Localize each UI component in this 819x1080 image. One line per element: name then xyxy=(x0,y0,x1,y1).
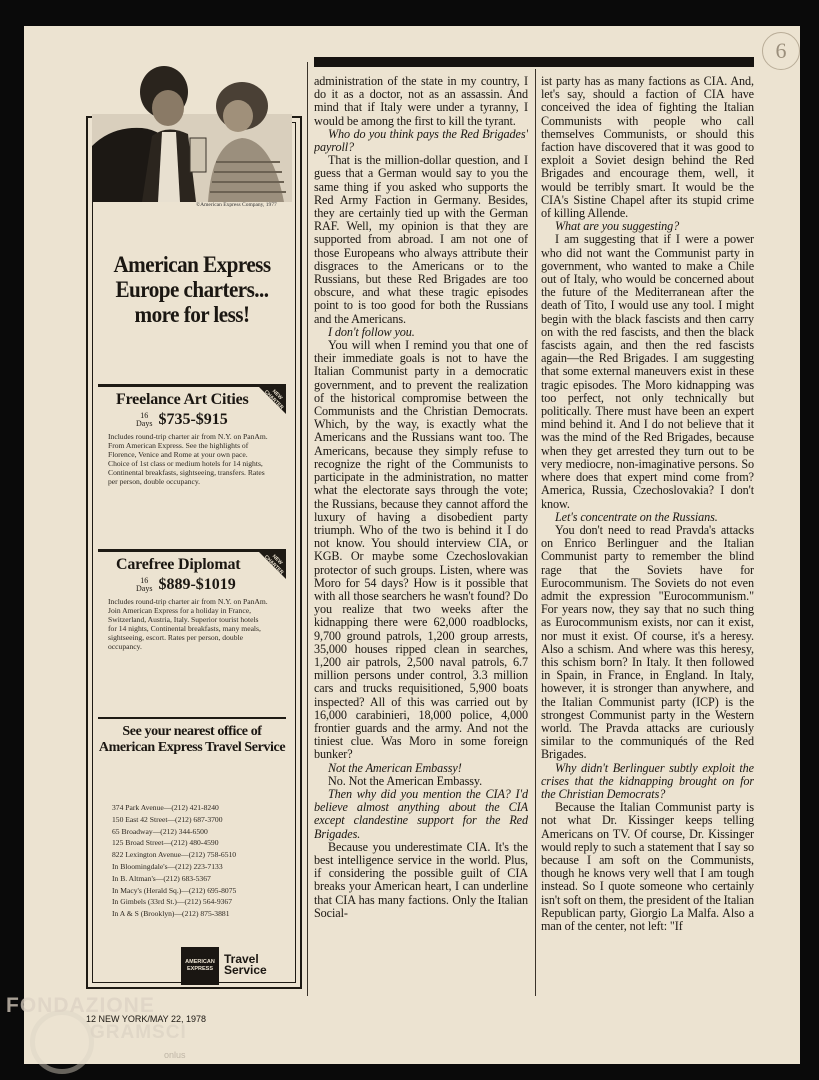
logo-text: AMERICAN EXPRESS xyxy=(185,959,215,972)
column-divider xyxy=(535,69,536,996)
days-text: Days xyxy=(136,419,153,428)
top-rule xyxy=(314,57,754,67)
article-paragraph: You will when I remind you that one of their immediate goals is not to have the Italian Communist party in a democratic government, and to prevent the realization of the historical compromise between the Communists and the Christian Democrats. Which, by the way, is exactly what the Americans and the Russians want too. The Americans, because they simply refuse to recognize the right of the Communists to participate in the administration, no matter what the electorate says through the vote; the Russians, because they cannot afford the luxury of having a disobedient party triumph. Who of the two is behind it I do not know. You should interview CIA, or KGB. Or maybe some Czechoslovakian protector of such groups. Listen, where was Moro for 54 days? How is it possible that with all those searchers he wasn't found? Do you realize that two weeks after the kidnapping there were 62,000 roadblocks, 9,700 ground patrols, 1,200 group arrests, 35,000 houses ripped clean in searches, 1,200 air patrols, 2,500 naval patrols, 6.7 million persons under control, 3.3 million cars and trucks requisitioned, 5,900 boats inspected? All of this was carried out by 16,000 carabinieri, 18,000 police, 4,000 frontier guards and the army. And not the tiniest clue. Was Moro in some foreign bunker? xyxy=(314,338,528,762)
badge-text: NEW CHARTER xyxy=(262,388,285,411)
offer-carefree-diplomat xyxy=(98,549,286,651)
office-address-list xyxy=(112,802,287,920)
office-address: In Bloomingdale's—(212) 223-7133 xyxy=(112,861,223,871)
watermark-line-3: onlus xyxy=(164,1050,186,1060)
days-number: 16 xyxy=(140,411,149,420)
watermark-line-1: FONDAZIONE xyxy=(6,994,155,1017)
logo-word-line: Travel xyxy=(224,952,259,966)
office-rule xyxy=(98,717,286,719)
office-address: 374 Park Avenue—(212) 421-8240 xyxy=(112,803,219,812)
days-text: Days xyxy=(136,584,153,593)
column-divider xyxy=(307,62,308,996)
page-number-circle: 6 xyxy=(762,32,800,70)
interview-question: Who do you think pays the Red Brigades' payroll? xyxy=(314,126,528,155)
offer-description: Includes round-trip charter air from N.Y. on PanAm. Join American Express for a holiday in France, Switzerland, Austria, Italy. Superior tourist hotels for 14 nights, Continental breakfasts, many meals, sightseeing, escort. Rates per person, double occupancy. xyxy=(108,597,268,651)
article-paragraph: ist party has as many factions as CIA. And, let's say, should a faction of CIA have conceived the idea of fighting the Italian Communists with people who call themselves Communists, or should this faction have discovered that it was good to exploit a Soviet design behind the Red Brigades and encourage them, well, it would be terribly smart. It would be the CIA's Sistine Chapel after its stupid crime of killing Allende. xyxy=(541,75,754,221)
offer-price-row xyxy=(98,411,286,429)
badge-text: NEW CHARTER xyxy=(262,553,285,576)
offer-price: $735-$915 xyxy=(158,411,228,428)
article-paragraph: Because you underestimate CIA. It's the best intelligence service in the world. Plus, if considering the possible guilt of CIA breaks your American heart, I can underline that CIA has many factions. Only the Italian Social- xyxy=(314,839,528,920)
offer-title: Carefree Diplomat xyxy=(116,556,241,573)
offer-description: Includes round-trip charter air from N.Y. on PanAm. From American Express. See the highlights of Florence, Venice and Rome at your own pace. Choice of 1st class or medium hotels for 14 nights, Continental breakfasts, sightseeing, transfers. Rates per person, double occupancy. xyxy=(108,432,268,486)
watermark-line-2: GRAMSCI xyxy=(90,1022,187,1043)
office-address: In Macy's (Herald Sq.)—(212) 695-8075 xyxy=(112,885,237,895)
interview-question: What are you suggesting? xyxy=(555,219,680,234)
ad-headline xyxy=(106,252,279,327)
ad-headline-line: Europe charters... xyxy=(115,277,269,302)
office-address: In B. Altman's—(212) 683-5367 xyxy=(112,873,211,883)
offer-title: Freelance Art Cities xyxy=(116,391,249,408)
office-address: In A & S (Brooklyn)—(212) 875-3881 xyxy=(112,909,230,919)
watermark-logo-icon xyxy=(30,1010,94,1074)
article-column-2 xyxy=(541,75,754,999)
article-paragraph: No. Not the American Embassy. xyxy=(328,773,483,788)
days-label xyxy=(136,412,152,428)
article-column-1 xyxy=(314,75,528,999)
office-title-line: American Express Travel Service xyxy=(98,740,286,755)
office-address: In Gimbels (33rd St.)—(212) 564-9367 xyxy=(112,897,233,907)
logo-word-line: Service xyxy=(224,963,267,977)
article-paragraph: administration of the state in my country, I do it as a doctor, not as an assassin. And mind that if Italy were under a tyranny, I would be among the first to kill the tyrant. xyxy=(314,75,528,128)
ad-photo xyxy=(92,66,292,202)
article-paragraph: That is the million-dollar question, and I guess that a German would say to you the same thing if you asked who supports the Red Army Faction in Germany. Besides, they are certainly tied up with the German RAF. Well, my opinion is that they are supported from abroad. I am not one of those Europeans who always attribute their disgraces to the Americans or to the Russians, but these Red Brigades are too obscure, and what these tragic episodes point to is too good for both the Russians and the Americans. xyxy=(314,153,528,326)
folio: 12 NEW YORK/MAY 22, 1978 xyxy=(86,1014,207,1024)
travel-service-logo xyxy=(224,954,267,976)
article-paragraph: You don't need to read Pravda's attacks on Enrico Berlinguer and the Italian Communist party to remember the blind rage that the Soviets have for Eurocommunism. The Soviets do not even admit the expression "Eurocommunism." For years now, they say that no such thing as Eurocommunism exists, nor can it exist, nor must it exist. Of course, it's a heresy. Also a schism. And where was this heresy, this schism born? In Italy. It then followed in Spain, in France, in England. In Italy, however, it is stronger than anywhere, and the Italian Communist party (ICP) is the strongest Communist party in the Western world. The Pravda attacks are curiously similar to the communiqués of the Red Brigades. xyxy=(541,522,754,762)
ad-headline-line: American Express xyxy=(113,252,271,277)
offer-price-row xyxy=(98,576,286,594)
article-paragraph: I am suggesting that if I were a power who did not want the Communist party in government, who wanted to make a Chile out of Italy, who would be concerned about the future of the Mediterranean after the death of Tito, I would use any tool. I might begin with the black fascists and then carry on with the red fascists, and then the black fascists again, and then the red fascists again—the Red Brigades. I am suggesting that some external maneuvers exist in these tragic episodes. The Moro kidnapping was too perfect, not only technically but politically. There must have been an expert mind behind it. And I do not believe that it was the mind of the Red Brigades, because when they get arrested they turn out to be very mediocre, non-imaginative persons. So where does that expert mind come from? America, Russia, Czechoslovakia? I don't know. xyxy=(541,232,754,511)
interview-question: Then why did you mention the CIA? I'd believe almost anything about the CIA except clandestine support for the Red Brigades. xyxy=(314,786,528,841)
interview-question: I don't follow you. xyxy=(328,324,415,339)
offer-price: $889-$1019 xyxy=(158,576,236,593)
office-address: 65 Broadway—(212) 344-6500 xyxy=(112,826,208,836)
interview-question: Not the American Embassy! xyxy=(328,760,462,775)
american-express-logo xyxy=(181,947,219,985)
office-title xyxy=(98,724,286,756)
days-label xyxy=(136,577,152,593)
interview-question: Let's concentrate on the Russians. xyxy=(555,509,718,524)
ad-headline-line: more for less! xyxy=(134,302,250,327)
office-title-line: See your nearest office of xyxy=(122,724,262,739)
office-address: 125 Broad Street—(212) 480-4590 xyxy=(112,838,219,848)
days-number: 16 xyxy=(140,576,149,585)
office-address: 150 East 42 Street—(212) 687-3700 xyxy=(112,814,223,824)
article-paragraph: Because the Italian Communist party is not what Dr. Kissinger keeps telling Americans on TV. Of course, Dr. Kissinger would reply to such a statement that I say so because I am soft on the Communists, though he knows very well that I am tough instead. So I quote someone who certainly isn't soft on them, the president of the Italian Republican party, Giorgio La Malfa. Also a man of the center, not left: "If xyxy=(541,800,754,933)
photo-credit: ©American Express Company, 1977 xyxy=(196,202,277,208)
interview-question: Why didn't Berlinguer subtly exploit the crises that the kidnapping brought on for the Christian Democrats? xyxy=(541,760,754,801)
office-address: 822 Lexington Avenue—(212) 758-6510 xyxy=(112,850,237,860)
offer-freelance-art-cities xyxy=(98,384,286,486)
